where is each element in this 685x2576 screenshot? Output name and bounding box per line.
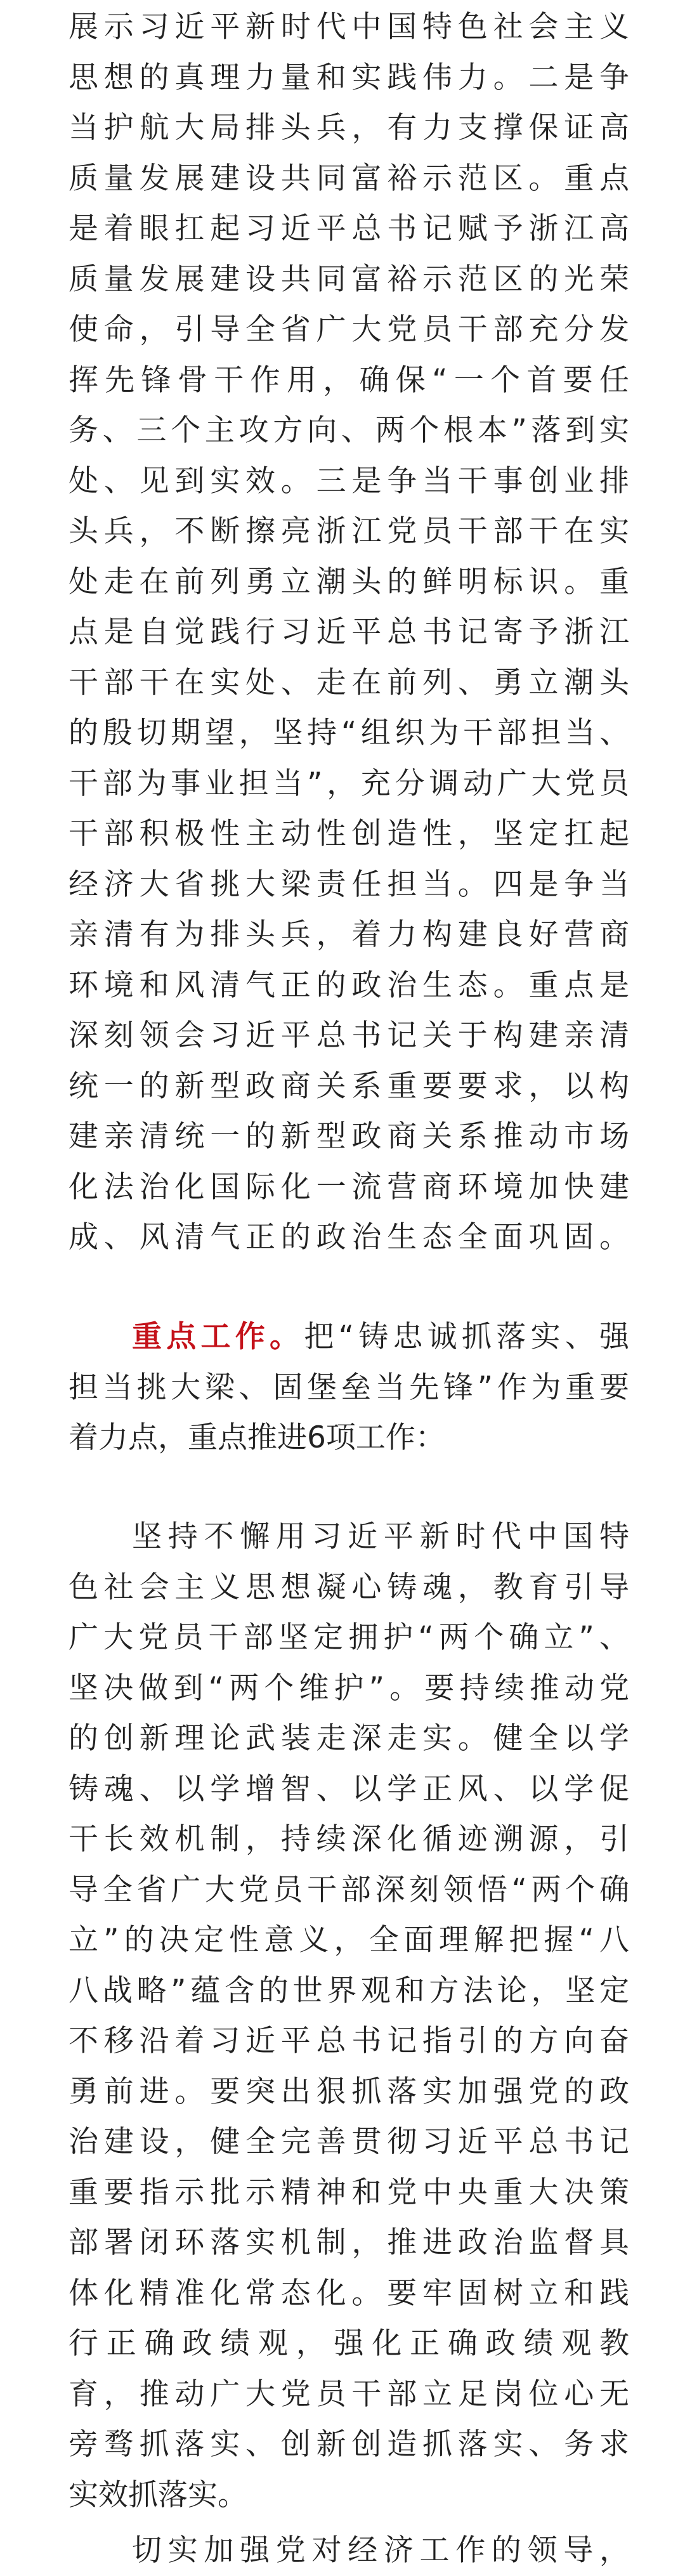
paragraph-line: 体化精准化常态化。要牢固树立和践	[68, 2275, 629, 2311]
paragraph-line: 干部干在实处、走在前列、勇立潮头	[68, 665, 629, 700]
paragraph-line: 质量发展建设共同富裕示范区。重点	[68, 160, 629, 196]
paragraph-line: 统一的新型政商关系重要要求，以构	[68, 1068, 629, 1104]
paragraph-line: 环境和风清气正的政治生态。重点是	[68, 967, 629, 1003]
paragraph-line: 实效抓落实。	[68, 2477, 247, 2513]
paragraph-line: 切实加强党对经济工作的领导，	[132, 2533, 629, 2568]
paragraph-line: 治建设，健全完善贯彻习近平总书记	[68, 2124, 629, 2159]
paragraph-line: 深刻领会习近平总书记关于构建亲清	[68, 1018, 629, 1053]
paragraph-line: 经济大省挑大梁责任担当。四是争当	[68, 866, 629, 902]
paragraph-line: 广大党员干部坚定拥护“两个确立”、	[68, 1620, 629, 1655]
paragraph-line: 头兵，不断擦亮浙江党员干部干在实	[68, 514, 629, 549]
paragraph-line: 展示习近平新时代中国特色社会主义	[68, 10, 629, 44]
paragraph-line: 着力点，重点推进6项工作：	[68, 1420, 445, 1455]
paragraph-line: 担当挑大梁、固堡垒当先锋”作为重要	[68, 1370, 629, 1405]
paragraph-line: 是着眼扛起习近平总书记赋予浙江高	[68, 211, 629, 246]
paragraph-line: 铸魂、以学增智、以学正风、以学促	[68, 1771, 629, 1807]
paragraph-line: 八战略”蕴含的世界观和方法论，坚定	[68, 1973, 629, 2008]
paragraph-key-work	[68, 1312, 629, 1463]
paragraph-line: 坚决做到“两个维护”。要持续推动党	[68, 1670, 629, 1706]
paragraph-line: 重要指示批示精神和党中央重大决策	[68, 2174, 629, 2210]
paragraph-line: 导全省广大党员干部深刻领悟“两个确	[68, 1872, 629, 1907]
paragraph-line: 处走在前列勇立潮头的鲜明标识。重	[68, 564, 629, 599]
paragraph-4	[68, 2525, 629, 2576]
paragraph-line: 勇前进。要突出狠抓落实加强党的政	[68, 2074, 629, 2109]
paragraph-line: 成、风清气正的政治生态全面巩固。	[68, 1220, 629, 1255]
paragraph-line: 干部积极性主动性创造性，坚定扛起	[68, 816, 629, 851]
paragraph-line: 亲清有为排头兵，着力构建良好营商	[68, 917, 629, 952]
paragraph-line: 点是自觉践行习近平总书记寄予浙江	[68, 615, 629, 650]
paragraph-line: 质量发展建设共同富裕示范区的光荣	[68, 261, 629, 297]
paragraph-line: 使命，引导全省广大党员干部充分发	[68, 312, 629, 347]
paragraph-line: 务、三个主攻方向、两个根本”落到实	[68, 413, 629, 448]
paragraph-line: 育，推动广大党员干部立足岗位心无	[68, 2376, 629, 2412]
paragraph-line: 干长效机制，持续深化循迹溯源，引	[68, 1822, 629, 1857]
key-work-heading: 重点工作。	[132, 1319, 304, 1354]
paragraph-line: 处、见到实效。三是争当干事创业排	[68, 463, 629, 499]
paragraph-1	[68, 2, 629, 1263]
paragraph-line: 建亲清统一的新型政商关系推动市场	[68, 1119, 629, 1154]
paragraph-line: 化法治化国际化一流营商环境加快建	[68, 1169, 629, 1205]
paragraph-line: 部署闭环落实机制，推进政治监督具	[68, 2225, 629, 2260]
paragraph-line	[68, 1312, 629, 1363]
paragraph-line: 挥先锋骨干作用，确保“一个首要任	[68, 362, 629, 398]
paragraph-line: 当护航大局排头兵，有力支撑保证高	[68, 110, 629, 145]
paragraph-line: 坚持不懈用习近平新时代中国特	[132, 1519, 629, 1554]
paragraph-line: 思想的真理力量和实践伟力。二是争	[68, 60, 629, 95]
paragraph-line: 行正确政绩观，强化正确政绩观教	[68, 2326, 629, 2361]
paragraph-line: 的创新理论武装走深走实。健全以学	[68, 1721, 629, 1756]
paragraph-line: 旁骛抓落实、创新创造抓落实、务求	[68, 2427, 629, 2462]
paragraph-line: 干部为事业担当”，充分调动广大党员	[68, 766, 629, 801]
paragraph-line: 立”的决定性意义，全面理解把握“八	[68, 1923, 629, 1958]
paragraph-line: 色社会主义思想凝心铸魂，教育引导	[68, 1569, 629, 1605]
paragraph-line: 不移沿着习近平总书记指引的方向奋	[68, 2024, 629, 2058]
paragraph-line-text: 把“铸忠诚抓落实、强	[304, 1319, 630, 1354]
paragraph-line: 的殷切期望，坚持“组织为干部担当、	[68, 716, 629, 750]
paragraph-3	[68, 1512, 629, 2520]
